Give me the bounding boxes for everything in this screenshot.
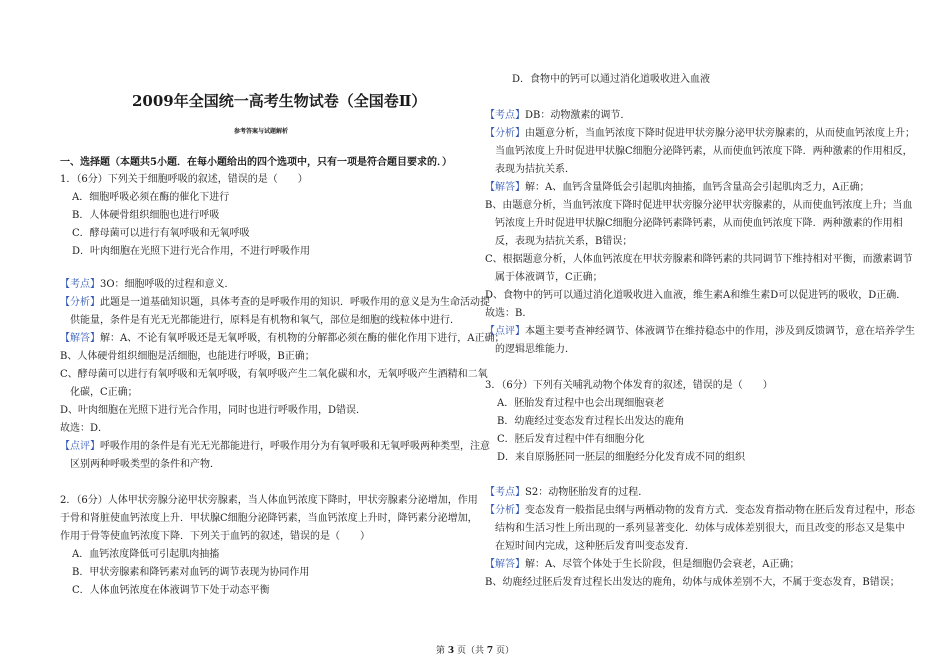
q2-dianping-line-2: 的逻辑思维能力． (495, 344, 575, 355)
footer-prefix: 第 (435, 646, 445, 656)
q2-dianping-line-1: 本题主要考查神经调节、体液调节在维持稳态中的作用，涉及到反馈调节，意在培养学生 (525, 326, 915, 337)
q1-option-c: C．酵母菌可以进行有氧呼吸和无氧呼吸 (72, 228, 250, 239)
q2-fenxi-line-1: 由题意分析，当血钙浓度下降时促进甲状旁腺分泌甲状旁腺素的，从而使血钙浓度上升； (525, 128, 915, 139)
q1-jieda (60, 332, 504, 346)
q2-fenxi-tag: 【分析】 (485, 128, 525, 139)
section-heading: 一、选择题（本题共5小题．在每小题给出的四个选项中，只有一项是符合题目要求的．） (60, 157, 452, 168)
q3-jieda-line-2: B、幼鹿经过胚后发育过程长出发达的鹿角，幼体与成体差别不大，不属于变态发育，B错误； (485, 577, 900, 588)
q1-fenxi-tag: 【分析】 (60, 297, 100, 308)
q1-jieda-line-2: B、人体硬骨组织细胞是活细胞，也能进行呼吸，B正确； (60, 351, 315, 362)
page-footer (0, 643, 950, 656)
q3-option-d: D．来自原肠胚同一胚层的细胞经分化发育成不同的组织 (497, 452, 746, 463)
q1-option-a: A．细胞呼吸必须在酶的催化下进行 (72, 192, 230, 203)
q2-jieda-line-4: 反，表现为拮抗关系，B错误； (495, 236, 633, 247)
q3-kaodian-tag: 【考点】 (485, 487, 525, 498)
q1-option-d: D．叶肉细胞在光照下进行光合作用，不进行呼吸作用 (72, 246, 311, 257)
q2-answer: 故选：B． (485, 308, 533, 319)
q1-answer: 故选：D． (60, 423, 109, 434)
q2-fenxi-line-2: 当血钙浓度上升时促进甲状腺C细胞分泌降钙素，从而使血钙浓度下降．两种激素的作用相反， (495, 146, 913, 157)
footer-total-pages: 7 (486, 646, 494, 656)
q3-jieda (485, 558, 799, 572)
q1-jieda-line-1: 解：A、不论有氧呼吸还是无氧呼吸，有机物的分解都必须在酶的催化作用下进行，A正确； (100, 333, 505, 344)
q2-kaodian-tag: 【考点】 (485, 110, 525, 121)
q2-jieda-line-3: 钙浓度上升时促进甲状腺C细胞分泌降钙素降钙素，从而使血钙浓度下降．两种激素的作用相 (495, 218, 903, 229)
q1-fenxi-line-2: 供能量，条件是有光无光都能进行，原料是有机物和氧气，部位是细胞的线粒体中进行． (70, 315, 460, 326)
q3-kaodian (485, 486, 648, 500)
q2-stem-line-1: 2．（6分）人体甲状旁腺分泌甲状旁腺素，当人体血钙浓度下降时，甲状旁腺素分泌增加，作用 (60, 495, 478, 506)
q3-kaodian-text: S2：动物胚胎发育的过程． (525, 487, 649, 498)
q2-stem-line-2: 于骨和肾脏使血钙浓度上升．甲状腺C细胞分泌降钙素，当血钙浓度上升时，降钙素分泌增加， (60, 513, 478, 524)
q1-kaodian-tag: 【考点】 (60, 279, 100, 290)
q1-dianping-line-2: 区别两种呼吸类型的条件和产物． (70, 459, 220, 470)
q2-stem-line-3: 作用于骨等使血钙浓度下降．下列关于血钙的叙述，错误的是（ ） (60, 531, 370, 542)
q2-jieda-line-5: C、根据题意分析，人体血钙浓度在甲状旁腺素和降钙素的共同调节下维持相对平衡，而激素调节 (485, 254, 913, 265)
q3-fenxi-line-1: 变态发育一般指昆虫纲与两栖动物的发育方式．变态发育指动物在胚后发育过程中，形态 (525, 505, 915, 516)
q1-jieda-line-3: C、酵母菌可以进行有氧呼吸和无氧呼吸，有氧呼吸产生二氧化碳和水，无氧呼吸产生酒精和二氧 (60, 369, 488, 380)
q2-option-a: A．血钙浓度降低可引起肌肉抽搐 (72, 549, 220, 560)
q2-fenxi-line-3: 表现为拮抗关系． (495, 164, 575, 175)
q3-option-a: A．胚胎发育过程中也会出现细胞衰老 (497, 398, 665, 409)
q1-dianping (60, 440, 490, 454)
q1-stem: 1．（6分）下列关于细胞呼吸的叙述，错误的是（ ） (60, 174, 308, 185)
q3-jieda-line-1: 解：A、尽管个体处于生长阶段，但是细胞仍会衰老，A正确； (525, 559, 800, 570)
q2-jieda-line-2: B、由题意分析，当血钙浓度下降时促进甲状旁腺分泌甲状旁腺素的，从而使血钙浓度上升；当血 (485, 200, 913, 211)
q2-option-c: C．人体血钙浓度在体液调节下处于动态平衡 (72, 585, 270, 596)
q3-fenxi (485, 504, 915, 518)
q3-stem: 3．（6分）下列有关哺乳动物个体发育的叙述，错误的是（ ） (485, 380, 773, 391)
q3-fenxi-line-3: 在短时间内完成，这种胚后发育叫变态发育． (495, 541, 695, 552)
footer-suffix: 页） (496, 646, 515, 656)
footer-mid: 页（共 (456, 646, 484, 656)
q1-jieda-line-5: D、叶肉细胞在光照下进行光合作用，同时也进行呼吸作用，D错误． (60, 405, 367, 416)
q2-jieda-line-7: D、食物中的钙可以通过消化道吸收进入血液，维生素A和维生素D可以促进钙的吸收，D正确． (485, 290, 907, 301)
q2-fenxi (485, 127, 915, 141)
q2-jieda (485, 181, 869, 195)
q1-jieda-line-4: 化碳，C正确； (70, 387, 138, 398)
q3-fenxi-line-2: 结构和生活习性上所出现的一系列显著变化．幼体与成体差别很大，而且改变的形态又是集中 (495, 523, 905, 534)
q3-fenxi-tag: 【分析】 (485, 505, 525, 516)
q2-option-b: B．甲状旁腺素和降钙素对血钙的调节表现为协同作用 (72, 567, 310, 578)
q3-jieda-tag: 【解答】 (485, 559, 525, 570)
q2-kaodian-text: DB：动物激素的调节． (525, 110, 631, 121)
footer-page-number: 3 (447, 646, 455, 656)
q2-jieda-tag: 【解答】 (485, 182, 525, 193)
q3-option-b: B．幼鹿经过变态发育过程长出发达的鹿角 (497, 416, 685, 427)
q1-fenxi-line-1: 此题是一道基础知识题，具体考查的是呼吸作用的知识．呼吸作用的意义是为生命活动提 (100, 297, 490, 308)
q1-kaodian (60, 278, 235, 292)
q1-dianping-line-1: 呼吸作用的条件是有光无光都能进行，呼吸作用分为有氧呼吸和无氧呼吸两种类型，注意 (100, 441, 490, 452)
q1-kaodian-text: 3O：细胞呼吸的过程和意义． (100, 279, 235, 290)
q3-option-c: C．胚后发育过程中伴有细胞分化 (497, 434, 645, 445)
page-subtitle: 参考答案与试题解析 (234, 128, 289, 135)
q1-fenxi (60, 296, 490, 310)
q1-option-b: B．人体硬骨组织细胞也进行呼吸 (72, 210, 220, 221)
q2-jieda-line-6: 属于体液调节，C正确； (495, 272, 603, 283)
q2-dianping (485, 325, 915, 339)
q1-jieda-tag: 【解答】 (60, 333, 100, 344)
q2-jieda-line-1: 解：A、血钙含量降低会引起肌肉抽搐，血钙含量高会引起肌肉乏力，A正确； (525, 182, 870, 193)
q2-dianping-tag: 【点评】 (485, 326, 525, 337)
q2-option-d: D．食物中的钙可以通过消化道吸收进入血液 (512, 74, 711, 85)
q2-kaodian (485, 109, 630, 123)
page-title: 2009年全国统一高考生物试卷（全国卷Ⅱ） (132, 92, 427, 110)
q1-dianping-tag: 【点评】 (60, 441, 100, 452)
